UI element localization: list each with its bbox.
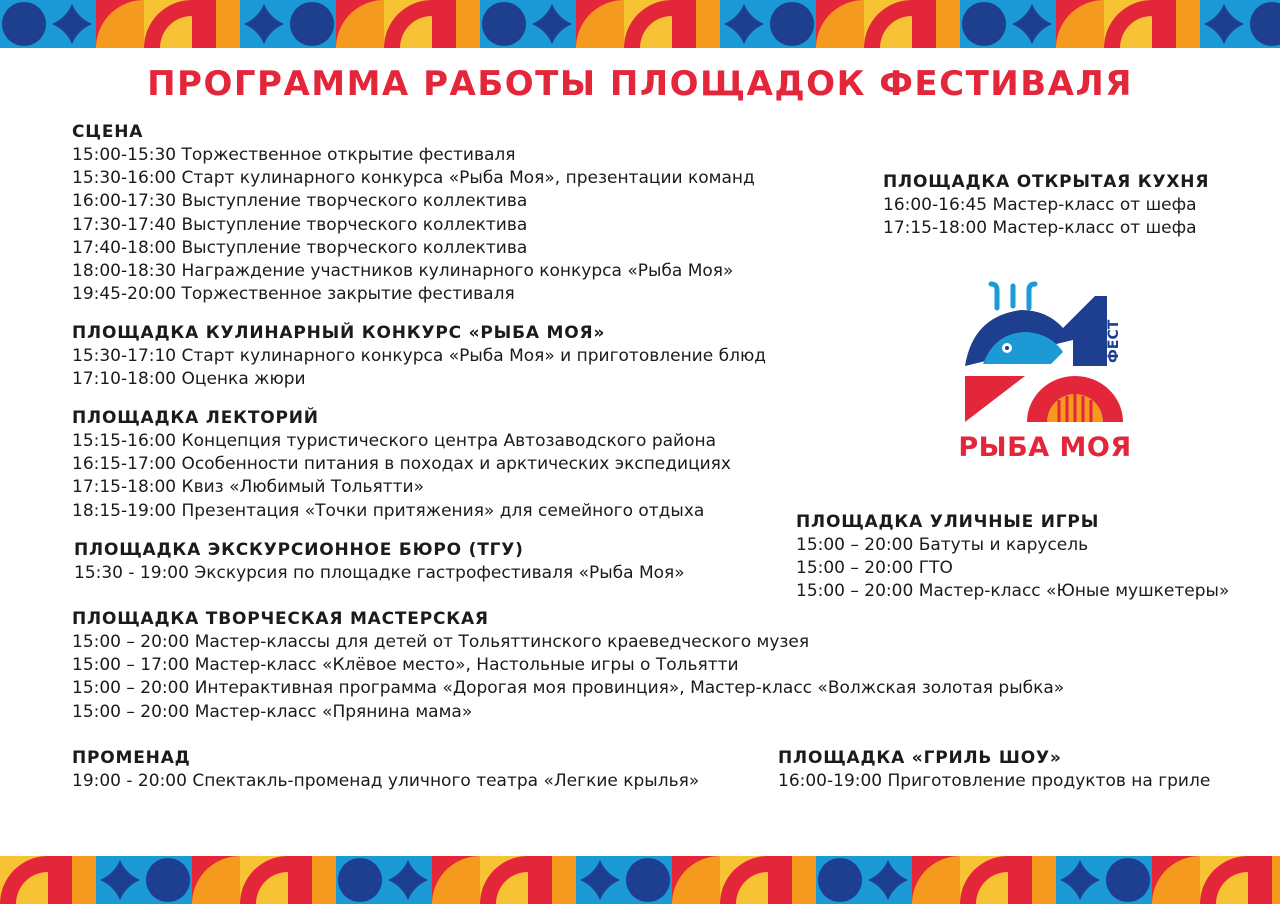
section-heading: ПЛОЩАДКА ОТКРЫТАЯ КУХНЯ bbox=[883, 172, 1210, 192]
pattern-tile bbox=[240, 0, 288, 48]
pattern-tile bbox=[1104, 0, 1152, 48]
section-heading: ПЛОЩАДКА КУЛИНАРНЫЙ КОНКУРС «РЫБА МОЯ» bbox=[72, 323, 606, 343]
pattern-tile bbox=[144, 0, 192, 48]
section-promenad bbox=[72, 746, 699, 793]
schedule-line: 18:15-19:00 Презентация «Точки притяжения» для семейного отдыха bbox=[72, 500, 705, 521]
pattern-tile bbox=[624, 856, 672, 904]
page-title: ПРОГРАММА РАБОТЫ ПЛОЩАДОК ФЕСТИВАЛЯ bbox=[147, 64, 1133, 104]
pattern-tile bbox=[768, 0, 816, 48]
schedule-line: 17:15-18:00 Мастер-класс от шефа bbox=[883, 218, 1197, 239]
schedule-line: 17:30-17:40 Выступление творческого коллектива bbox=[72, 214, 528, 235]
schedule-line: 19:45-20:00 Торжественное закрытие фестиваля bbox=[72, 284, 515, 305]
section-kuhnya bbox=[883, 170, 1209, 240]
schedule-line: 17:40-18:00 Выступление творческого коллектива bbox=[72, 237, 528, 258]
schedule-line: 16:00-17:30 Выступление творческого коллектива bbox=[72, 191, 528, 212]
pattern-tile bbox=[0, 856, 48, 904]
pattern-tile bbox=[1200, 856, 1248, 904]
schedule-line: 15:00 – 20:00 Батуты и карусель bbox=[796, 535, 1089, 555]
schedule-line: 15:00 – 20:00 Интерактивная программа «Дорогая моя провинция», Мастер-класс «Волжская золотая рыбка» bbox=[72, 678, 1065, 699]
section-heading: ПЛОЩАДКА ЛЕКТОРИЙ bbox=[72, 408, 319, 428]
geometric-pattern-icon bbox=[0, 856, 1280, 904]
section-tvorch bbox=[72, 607, 1064, 724]
schedule-line: 17:10-18:00 Оценка жюри bbox=[72, 369, 306, 390]
pattern-tile bbox=[816, 0, 864, 48]
schedule-line: 15:00 – 20:00 Мастер-класс «Прянина мама» bbox=[72, 701, 473, 722]
pattern-tile bbox=[48, 0, 96, 48]
schedule-line: 15:30-17:10 Старт кулинарного конкурса «Рыба Моя» и приготовление блюд bbox=[72, 346, 767, 366]
section-heading: ПЛОЩАДКА ЭКСКУРСИОННОЕ БЮРО (ТГУ) bbox=[74, 540, 524, 560]
schedule-line: 16:00-19:00 Приготовление продуктов на гриле bbox=[778, 771, 1211, 791]
section-lektoriy bbox=[72, 406, 731, 523]
pattern-tile bbox=[816, 856, 864, 904]
pattern-tile bbox=[288, 0, 336, 48]
section-heading: ПЛОЩАДКА «ГРИЛЬ ШОУ» bbox=[778, 748, 1062, 768]
pattern-tile bbox=[1248, 856, 1280, 904]
schedule-line: 15:15-16:00 Концепция туристического центра Автозаводского района bbox=[72, 431, 717, 451]
schedule-line: 15:00 – 20:00 ГТО bbox=[796, 558, 953, 579]
festival-logo bbox=[955, 276, 1135, 466]
pattern-tile bbox=[384, 856, 432, 904]
pattern-tile bbox=[528, 856, 576, 904]
section-heading: СЦЕНА bbox=[72, 122, 144, 142]
pattern-tile bbox=[1056, 0, 1104, 48]
pattern-tile bbox=[1248, 0, 1280, 48]
pattern-tile bbox=[96, 0, 144, 48]
pattern-tile bbox=[48, 856, 96, 904]
pattern-tile bbox=[1008, 856, 1056, 904]
pattern-tile bbox=[672, 856, 720, 904]
schedule-line: 15:00 – 17:00 Мастер-класс «Клёвое место», Настольные игры о Тольятти bbox=[72, 655, 739, 676]
section-gril bbox=[778, 746, 1210, 793]
schedule-line: 15:00 – 20:00 Мастер-класс «Юные мушкетеры» bbox=[796, 581, 1230, 602]
section-ekskurs bbox=[74, 538, 685, 585]
schedule-line: 17:15-18:00 Квиз «Любимый Тольятти» bbox=[72, 477, 424, 498]
schedule-line: 16:00-16:45 Мастер-класс от шефа bbox=[883, 195, 1197, 215]
pattern-tile bbox=[720, 856, 768, 904]
logo-name: РЫБА МОЯ bbox=[958, 432, 1132, 463]
pattern-tile bbox=[1104, 856, 1152, 904]
bottom-decorative-band bbox=[0, 856, 1280, 904]
pattern-tile bbox=[480, 856, 528, 904]
schedule-line: 19:00 - 20:00 Спектакль-променад уличного театра «Легкие крылья» bbox=[72, 771, 700, 791]
pattern-tile bbox=[192, 0, 240, 48]
logo-fest-label: ФЕСТ bbox=[1106, 319, 1122, 363]
pattern-tile bbox=[912, 0, 960, 48]
top-decorative-band bbox=[0, 0, 1280, 48]
pattern-tile bbox=[1152, 0, 1200, 48]
schedule-line: 15:00 – 20:00 Мастер-классы для детей от Тольяттинского краеведческого музея bbox=[72, 632, 810, 652]
section-heading: ПЛОЩАДКА ТВОРЧЕСКАЯ МАСТЕРСКАЯ bbox=[72, 609, 489, 629]
pattern-tile bbox=[432, 0, 480, 48]
pattern-tile bbox=[0, 0, 48, 48]
pattern-tile bbox=[240, 856, 288, 904]
section-heading: ПЛОЩАДКА УЛИЧНЫЕ ИГРЫ bbox=[796, 512, 1100, 532]
schedule-line: 18:00-18:30 Награждение участников кулинарного конкурса «Рыба Моя» bbox=[72, 261, 734, 282]
pattern-tile bbox=[960, 856, 1008, 904]
section-scena bbox=[72, 120, 755, 306]
pattern-tile bbox=[336, 856, 384, 904]
pattern-tile bbox=[720, 0, 768, 48]
pattern-tile bbox=[1008, 0, 1056, 48]
pattern-tile bbox=[864, 856, 912, 904]
pattern-tile bbox=[1200, 0, 1248, 48]
pattern-tile bbox=[480, 0, 528, 48]
schedule-line: 16:15-17:00 Особенности питания в походах и арктических экспедициях bbox=[72, 454, 731, 475]
pattern-tile bbox=[384, 0, 432, 48]
schedule-line: 15:00-15:30 Торжественное открытие фестиваля bbox=[72, 145, 516, 165]
pattern-tile bbox=[768, 856, 816, 904]
pattern-tile bbox=[432, 856, 480, 904]
section-igry bbox=[796, 510, 1229, 604]
pattern-tile bbox=[1152, 856, 1200, 904]
pattern-tile bbox=[1056, 856, 1104, 904]
pattern-tile bbox=[864, 0, 912, 48]
pattern-tile bbox=[912, 856, 960, 904]
pattern-tile bbox=[144, 856, 192, 904]
pattern-tile bbox=[576, 0, 624, 48]
schedule-line: 15:30-16:00 Старт кулинарного конкурса «Рыба Моя», презентации команд bbox=[72, 168, 755, 189]
pattern-tile bbox=[672, 0, 720, 48]
schedule-line: 15:30 - 19:00 Экскурсия по площадке гастрофестиваля «Рыба Моя» bbox=[74, 563, 685, 583]
pattern-tile bbox=[528, 0, 576, 48]
pattern-tile bbox=[960, 0, 1008, 48]
pattern-tile bbox=[288, 856, 336, 904]
pattern-tile bbox=[96, 856, 144, 904]
geometric-pattern-icon bbox=[0, 0, 1280, 48]
pattern-tile bbox=[192, 856, 240, 904]
section-kulinar bbox=[72, 321, 766, 391]
pattern-tile bbox=[336, 0, 384, 48]
pattern-tile bbox=[576, 856, 624, 904]
section-heading: ПРОМЕНАД bbox=[72, 748, 191, 768]
pattern-tile bbox=[624, 0, 672, 48]
